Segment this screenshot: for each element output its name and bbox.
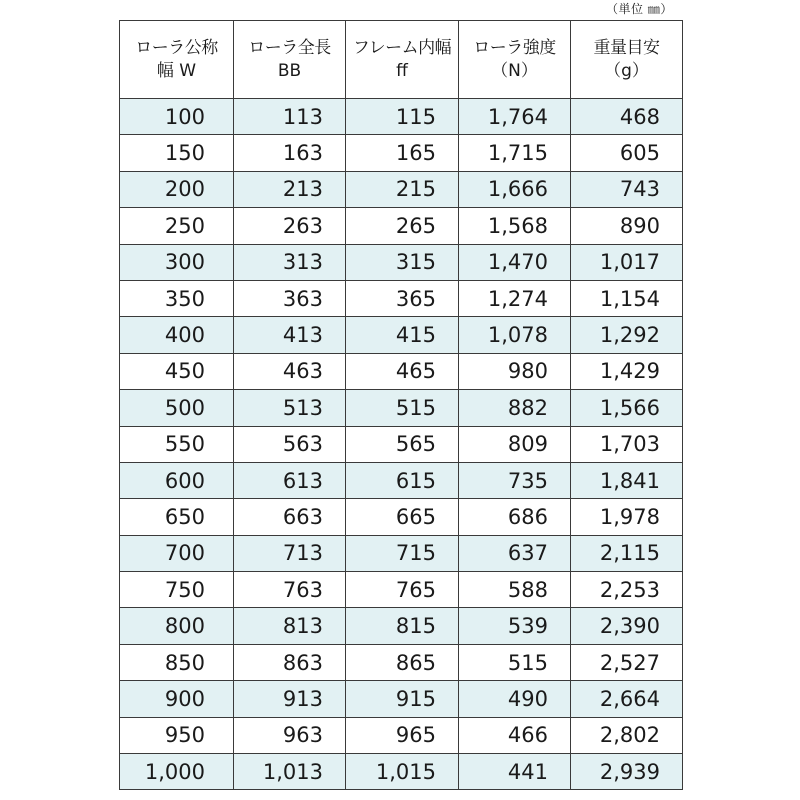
cell-total-length: 463 (234, 353, 346, 389)
cell-nominal-width: 950 (120, 717, 234, 753)
cell-frame-inner-width: 715 (346, 535, 459, 571)
cell-nominal-width: 350 (120, 280, 234, 316)
table-row (120, 572, 683, 608)
cell-nominal-width: 800 (120, 608, 234, 644)
table-header (120, 21, 683, 99)
cell-roller-strength: 539 (459, 608, 571, 644)
cell-total-length: 913 (234, 681, 346, 717)
cell-roller-strength: 809 (459, 426, 571, 462)
cell-roller-strength: 637 (459, 535, 571, 571)
cell-frame-inner-width: 115 (346, 99, 459, 135)
header-total-length (234, 21, 346, 99)
table-row (120, 754, 683, 790)
cell-frame-inner-width: 815 (346, 608, 459, 644)
cell-weight-estimate: 1,017 (571, 244, 683, 280)
cell-frame-inner-width: 265 (346, 208, 459, 244)
cell-roller-strength: 1,666 (459, 171, 571, 207)
cell-roller-strength: 466 (459, 717, 571, 753)
cell-total-length: 763 (234, 572, 346, 608)
cell-total-length: 563 (234, 426, 346, 462)
cell-total-length: 413 (234, 317, 346, 353)
header-label: 重量目安 (593, 37, 660, 58)
cell-nominal-width: 250 (120, 208, 234, 244)
cell-frame-inner-width: 665 (346, 499, 459, 535)
cell-weight-estimate: 1,841 (571, 462, 683, 498)
header-label: ローラ公称 (135, 37, 218, 58)
cell-weight-estimate: 2,664 (571, 681, 683, 717)
table-row (120, 317, 683, 353)
header-roller-strength (459, 21, 571, 99)
cell-frame-inner-width: 365 (346, 280, 459, 316)
cell-roller-strength: 1,470 (459, 244, 571, 280)
header-sublabel: 幅 W (156, 60, 197, 81)
cell-nominal-width: 700 (120, 535, 234, 571)
table-row (120, 171, 683, 207)
cell-roller-strength: 735 (459, 462, 571, 498)
header-weight-estimate (571, 21, 683, 99)
cell-weight-estimate: 743 (571, 171, 683, 207)
cell-nominal-width: 500 (120, 390, 234, 426)
table-row (120, 426, 683, 462)
cell-weight-estimate: 2,253 (571, 572, 683, 608)
header-frame-inner-width (346, 21, 459, 99)
cell-total-length: 513 (234, 390, 346, 426)
table-row (120, 717, 683, 753)
cell-weight-estimate: 468 (571, 99, 683, 135)
cell-weight-estimate: 605 (571, 135, 683, 171)
cell-nominal-width: 150 (120, 135, 234, 171)
cell-frame-inner-width: 415 (346, 317, 459, 353)
cell-roller-strength: 515 (459, 644, 571, 680)
cell-total-length: 213 (234, 171, 346, 207)
header-sublabel: （N） (491, 60, 538, 81)
cell-frame-inner-width: 765 (346, 572, 459, 608)
cell-roller-strength: 1,764 (459, 99, 571, 135)
cell-frame-inner-width: 615 (346, 462, 459, 498)
table-row (120, 608, 683, 644)
table-row (120, 208, 683, 244)
cell-nominal-width: 750 (120, 572, 234, 608)
cell-nominal-width: 1,000 (120, 754, 234, 790)
cell-total-length: 263 (234, 208, 346, 244)
unit-note: （単位 ㎜） (606, 2, 673, 16)
table-row (120, 644, 683, 680)
cell-nominal-width: 450 (120, 353, 234, 389)
table-row (120, 535, 683, 571)
header-row (120, 21, 683, 99)
cell-weight-estimate: 1,292 (571, 317, 683, 353)
cell-weight-estimate: 2,802 (571, 717, 683, 753)
cell-nominal-width: 900 (120, 681, 234, 717)
cell-total-length: 313 (234, 244, 346, 280)
cell-frame-inner-width: 565 (346, 426, 459, 462)
cell-weight-estimate: 1,703 (571, 426, 683, 462)
table-row (120, 244, 683, 280)
cell-weight-estimate: 1,566 (571, 390, 683, 426)
cell-nominal-width: 200 (120, 171, 234, 207)
cell-nominal-width: 550 (120, 426, 234, 462)
roller-spec-table (119, 20, 683, 790)
cell-nominal-width: 850 (120, 644, 234, 680)
table-row (120, 135, 683, 171)
table-row (120, 99, 683, 135)
cell-weight-estimate: 2,527 (571, 644, 683, 680)
cell-roller-strength: 1,274 (459, 280, 571, 316)
table-row (120, 390, 683, 426)
cell-total-length: 863 (234, 644, 346, 680)
header-nominal-width (120, 21, 234, 99)
cell-weight-estimate: 2,390 (571, 608, 683, 644)
cell-total-length: 713 (234, 535, 346, 571)
header-sublabel: ff (396, 60, 408, 81)
header-label: ローラ全長 (248, 37, 331, 58)
cell-total-length: 813 (234, 608, 346, 644)
cell-nominal-width: 100 (120, 99, 234, 135)
cell-frame-inner-width: 915 (346, 681, 459, 717)
cell-roller-strength: 490 (459, 681, 571, 717)
cell-roller-strength: 882 (459, 390, 571, 426)
cell-total-length: 613 (234, 462, 346, 498)
table-row (120, 462, 683, 498)
table-row (120, 681, 683, 717)
header-sublabel: （g） (604, 60, 649, 81)
cell-roller-strength: 588 (459, 572, 571, 608)
cell-frame-inner-width: 965 (346, 717, 459, 753)
header-label: ローラ強度 (473, 37, 556, 58)
header-sublabel: BB (277, 60, 302, 81)
cell-total-length: 963 (234, 717, 346, 753)
cell-weight-estimate: 2,939 (571, 754, 683, 790)
cell-nominal-width: 650 (120, 499, 234, 535)
cell-roller-strength: 1,568 (459, 208, 571, 244)
cell-weight-estimate: 1,154 (571, 280, 683, 316)
cell-total-length: 1,013 (234, 754, 346, 790)
cell-total-length: 113 (234, 99, 346, 135)
table-body (120, 99, 683, 790)
cell-frame-inner-width: 515 (346, 390, 459, 426)
cell-frame-inner-width: 215 (346, 171, 459, 207)
cell-nominal-width: 600 (120, 462, 234, 498)
cell-roller-strength: 441 (459, 754, 571, 790)
cell-nominal-width: 400 (120, 317, 234, 353)
table-row (120, 353, 683, 389)
cell-frame-inner-width: 465 (346, 353, 459, 389)
cell-roller-strength: 686 (459, 499, 571, 535)
table-row (120, 280, 683, 316)
cell-roller-strength: 1,078 (459, 317, 571, 353)
cell-frame-inner-width: 1,015 (346, 754, 459, 790)
table-row (120, 499, 683, 535)
cell-weight-estimate: 2,115 (571, 535, 683, 571)
cell-total-length: 663 (234, 499, 346, 535)
cell-weight-estimate: 890 (571, 208, 683, 244)
cell-roller-strength: 980 (459, 353, 571, 389)
cell-weight-estimate: 1,429 (571, 353, 683, 389)
header-label: フレーム内幅 (352, 37, 452, 58)
cell-frame-inner-width: 315 (346, 244, 459, 280)
cell-weight-estimate: 1,978 (571, 499, 683, 535)
cell-nominal-width: 300 (120, 244, 234, 280)
cell-roller-strength: 1,715 (459, 135, 571, 171)
cell-frame-inner-width: 165 (346, 135, 459, 171)
cell-total-length: 163 (234, 135, 346, 171)
cell-total-length: 363 (234, 280, 346, 316)
cell-frame-inner-width: 865 (346, 644, 459, 680)
